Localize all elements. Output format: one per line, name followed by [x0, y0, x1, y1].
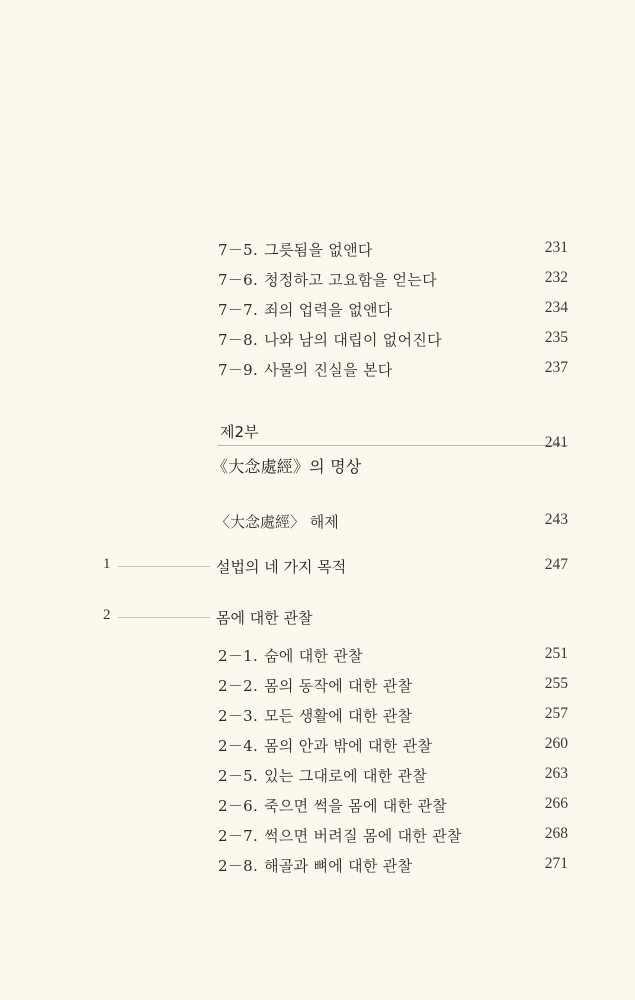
entry-page: 232: [544, 269, 568, 286]
entry-number: 2－1.: [218, 647, 259, 665]
entry-title: 사물의 진실을 본다: [264, 361, 393, 379]
entry-number: 2－6.: [218, 797, 259, 815]
part-title: 《大念處經》의 명상: [212, 457, 362, 476]
entry-page: 260: [544, 735, 568, 752]
intro-page: 243: [544, 511, 568, 528]
entry-number: 7－5.: [218, 241, 259, 259]
toc-entry: [0, 675, 635, 699]
entry-page: 271: [544, 855, 568, 872]
chapter-title: 설법의 네 가지 목적: [216, 558, 347, 576]
entry-page: 231: [544, 239, 568, 256]
entry-number: 2－4.: [218, 737, 259, 755]
entry-title: 몸의 안과 밖에 대한 관찰: [264, 737, 433, 755]
entry-number: 2－2.: [218, 677, 259, 695]
toc-entry: [0, 269, 635, 293]
entry-title: 해골과 뼈에 대한 관찰: [264, 857, 413, 875]
entry-number: 7－6.: [218, 271, 259, 289]
chapter-page: 247: [544, 556, 568, 573]
toc-entry: [0, 825, 635, 849]
toc-entry: [0, 299, 635, 323]
entry-title: 몸의 동작에 대한 관찰: [264, 677, 413, 695]
entry-page: 251: [544, 645, 568, 662]
toc-entry: [0, 359, 635, 383]
entry-title: 있는 그대로에 대한 관찰: [264, 767, 428, 785]
entry-page: 255: [544, 675, 568, 692]
part-divider: [218, 445, 568, 446]
toc-entry: [0, 795, 635, 819]
toc-entry: [0, 239, 635, 263]
entry-number: 2－7.: [218, 827, 259, 845]
entry-title: 숨에 대한 관찰: [264, 647, 363, 665]
chapter-number: 2: [103, 607, 111, 623]
entry-page: 234: [544, 299, 568, 316]
entry-title: 죄의 업력을 없앤다: [264, 301, 393, 319]
entry-title: 죽으면 썩을 몸에 대한 관찰: [264, 797, 448, 815]
toc-entry: [0, 329, 635, 353]
part-page: 241: [544, 434, 568, 451]
entry-number: 2－8.: [218, 857, 259, 875]
intro-title: 〈大念處經〉 해제: [215, 513, 339, 531]
entry-title: 나와 남의 대립이 없어진다: [264, 331, 442, 349]
toc-entry: [0, 705, 635, 729]
toc-entry: [0, 735, 635, 759]
entry-number: 7－9.: [218, 361, 259, 379]
entry-number: 7－7.: [218, 301, 259, 319]
toc-entry: [0, 855, 635, 879]
chapter-leader-line: [118, 617, 210, 618]
toc-entry: [0, 645, 635, 669]
entry-number: 7－8.: [218, 331, 259, 349]
chapter-title: 몸에 대한 관찰: [216, 609, 313, 627]
entry-number: 2－3.: [218, 707, 259, 725]
entry-page: 263: [544, 765, 568, 782]
entry-title: 썩으면 버려질 몸에 대한 관찰: [264, 827, 462, 845]
entry-page: 268: [544, 825, 568, 842]
part-label: 제2부: [220, 423, 259, 441]
entry-title: 청정하고 고요함을 얻는다: [264, 271, 437, 289]
entry-page: 235: [544, 329, 568, 346]
entry-page: 266: [544, 795, 568, 812]
toc-entry: [0, 765, 635, 789]
entry-page: 237: [544, 359, 568, 376]
entry-number: 2－5.: [218, 767, 259, 785]
entry-title: 그릇됨을 없앤다: [264, 241, 373, 259]
entry-title: 모든 생활에 대한 관찰: [264, 707, 413, 725]
chapter-number: 1: [103, 556, 111, 572]
entry-page: 257: [544, 705, 568, 722]
chapter-leader-line: [118, 566, 210, 567]
